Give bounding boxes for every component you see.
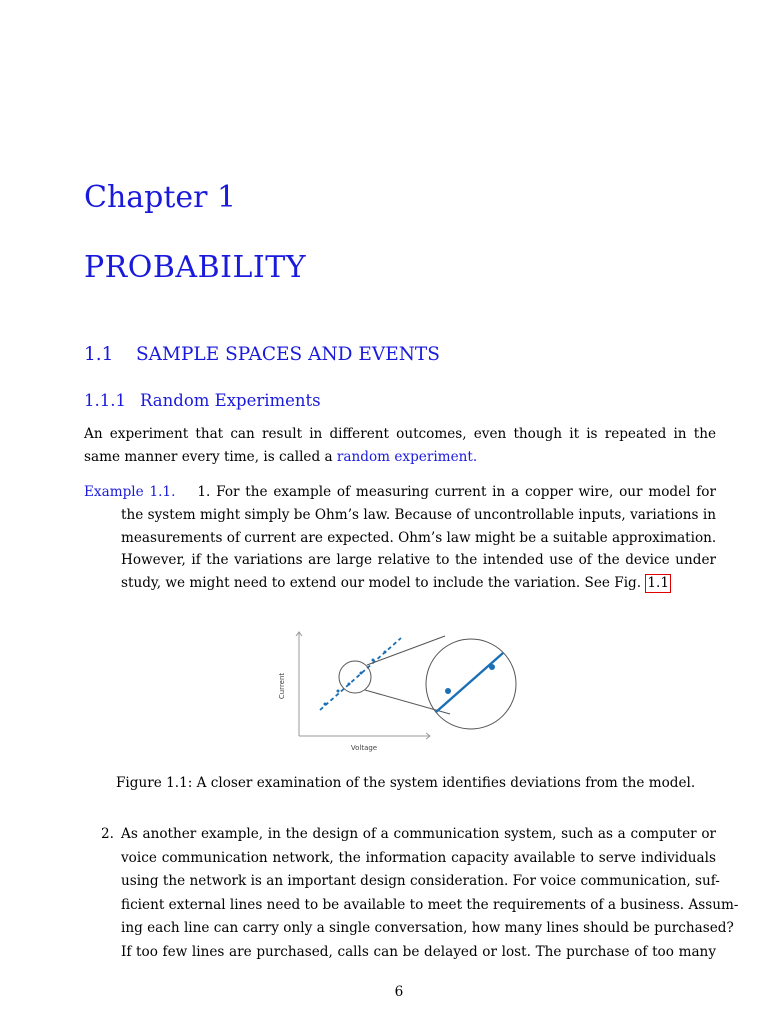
example-label: Example 1.1. [84,484,176,500]
x-axis-label: Voltage [350,744,378,752]
example-line: the system might simply be Ohm’s law. Because of uncontrollable inputs, variations in [121,506,716,523]
list-item-line: ing each line can carry only a single conversation, how many lines should be purchased? [121,920,734,937]
data-point [337,690,340,693]
deviation-point [445,688,451,694]
figure-ref-link[interactable]: 1.1 [647,575,670,592]
example-line [84,572,716,595]
connector-line [367,636,445,665]
list-item-line: As another example, in the design of a communication system, such as a computer or [121,826,716,842]
section-title: SAMPLE SPACES AND EVENTS [136,344,440,365]
data-point [324,703,327,706]
example-line: measurements of current are expected. Ohm’s law might be a suitable approximation. [121,529,717,546]
figure-graphic [275,622,525,762]
intro-text: An experiment that can result in different outcomes, even though it is repeated in the same manner every time, is called a [84,426,716,465]
list-item-line: voice communication network, the information capacity available to serve individuals [121,849,716,866]
subsection-number: 1.1.1 [84,391,126,410]
deviation-point [489,664,495,670]
example-line-text: study, we might need to extend our model to include the variation. See Fig. [121,575,646,592]
example-line-text: 1. For the example of measuring current in a copper wire, our model for [197,484,716,500]
list-item-line: ficient external lines need to be available to meet the requirements of a business. Assum- [121,896,739,913]
magnified-model-line [436,653,503,712]
list-item-line: If too few lines are purchased, calls can be delayed or lost. The purchase of too many [121,943,716,960]
y-axis-label: Current [278,672,286,700]
figure [275,622,525,762]
small-circle [339,661,371,693]
random-experiment-link[interactable]: random experiment. [336,448,478,465]
subsection-heading [84,389,321,413]
page-number: 6 [394,984,404,1000]
intro-paragraph [84,423,716,469]
data-point [372,659,375,662]
example-line [84,481,716,504]
chapter-title: PROBABILITY [84,250,307,285]
example-block [84,481,716,595]
example-line: However, if the variations are large relative to the intended use of the device under [121,552,716,569]
list-item-body [121,823,739,965]
subsection-title: Random Experiments [140,391,321,410]
data-point [348,683,351,686]
list-item-marker: 2. [101,826,114,842]
list-item-line: using the network is an important design consideration. For voice communication, suf- [121,873,720,890]
data-point [384,651,387,654]
chapter-label: Chapter 1 [84,180,237,215]
figure-caption: Figure 1.1: A closer examination of the system identifies deviations from the model. [116,775,696,791]
section-number: 1.1 [84,344,114,365]
list-item [84,823,739,965]
section-heading [84,342,440,368]
data-point [360,672,363,675]
